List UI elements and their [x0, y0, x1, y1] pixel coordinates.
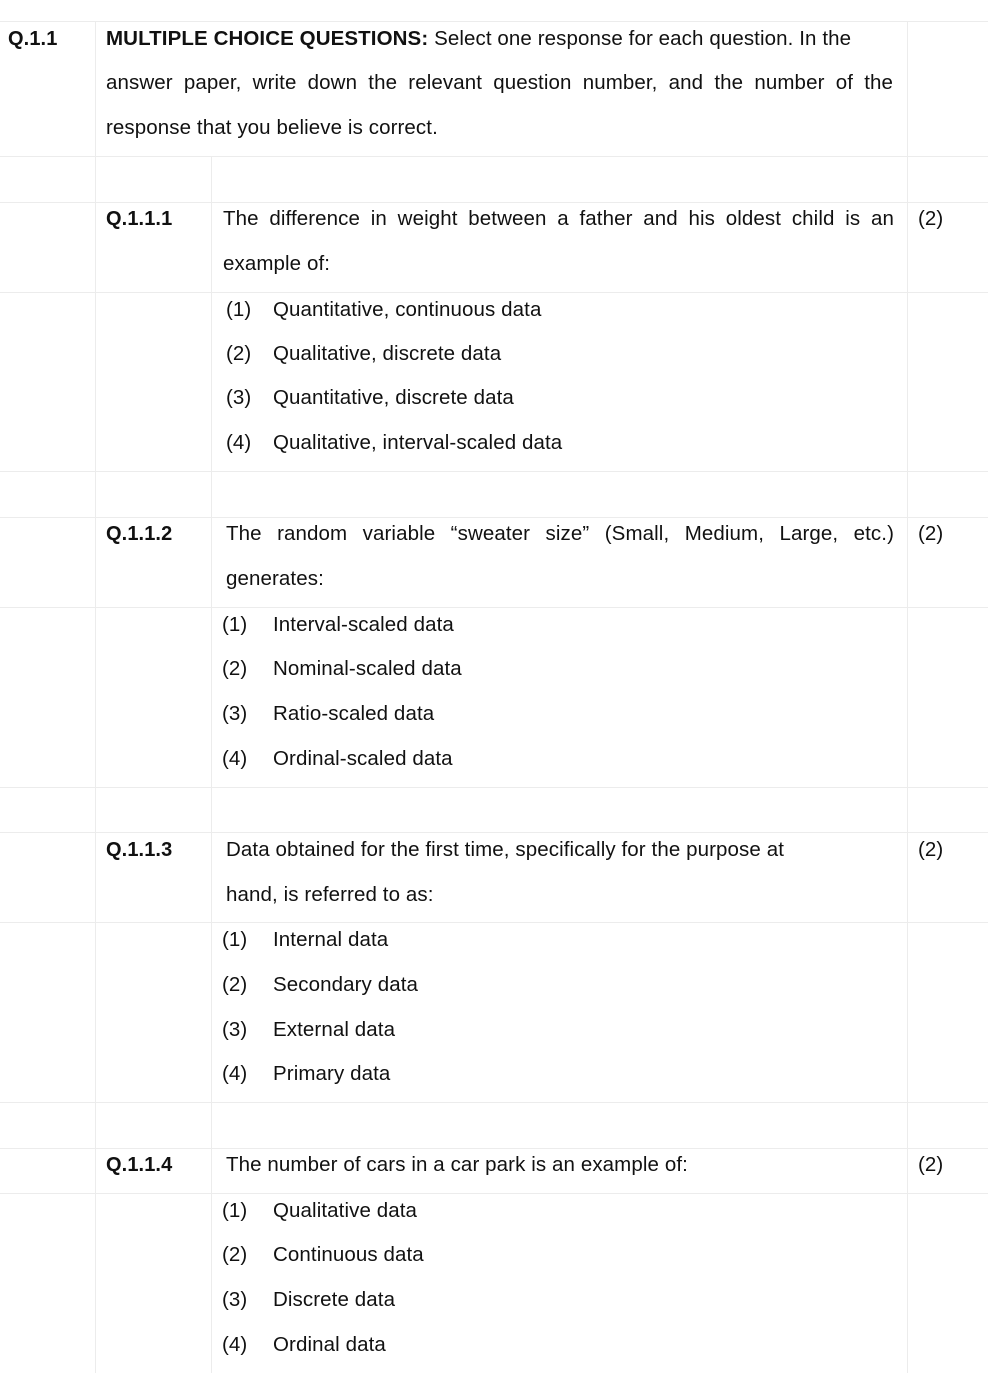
option-number: (4): [222, 1062, 248, 1085]
question-number: Q.1.1.2: [106, 523, 173, 545]
option-text: Quantitative, discrete data: [273, 386, 514, 409]
grid-line: [907, 21, 908, 1373]
option-text: Ordinal-scaled data: [273, 747, 453, 770]
option-number: (4): [222, 747, 248, 770]
marks-label: (2): [918, 207, 944, 230]
question-text: The difference in weight between a father and his oldest child is an: [223, 207, 894, 230]
option-number: (1): [226, 298, 252, 321]
grid-line: [0, 1193, 988, 1194]
grid-line: [0, 202, 988, 203]
option-number: (3): [222, 1288, 248, 1311]
option-text: Continuous data: [273, 1243, 424, 1266]
option-text: Nominal-scaled data: [273, 657, 462, 680]
option-text: Primary data: [273, 1062, 391, 1085]
question-number: Q.1.1.4: [106, 1154, 173, 1176]
option-text: Quantitative, continuous data: [273, 298, 542, 321]
option-number: (2): [222, 973, 248, 996]
section-number: Q.1.1: [8, 28, 58, 50]
option-number: (2): [222, 1243, 248, 1266]
option-number: (1): [222, 928, 248, 951]
grid-line: [0, 787, 988, 788]
option-text: Internal data: [273, 928, 389, 951]
question-text: example of:: [223, 252, 331, 275]
option-number: (4): [222, 1333, 248, 1356]
option-text: Qualitative data: [273, 1199, 418, 1222]
option-text: Secondary data: [273, 973, 418, 996]
question-number: Q.1.1.1: [106, 208, 173, 230]
option-number: (3): [222, 1018, 248, 1041]
option-number: (2): [222, 657, 248, 680]
option-number: (1): [222, 1199, 248, 1222]
section-instructions-line1: [106, 27, 893, 51]
section-instructions-line3: response that you believe is correct.: [106, 116, 438, 139]
grid-line: [0, 471, 988, 472]
option-number: (3): [226, 386, 252, 409]
option-text: Discrete data: [273, 1288, 396, 1311]
section-instructions-line2: answer paper, write down the relevant question number, and the number of the: [106, 71, 893, 94]
grid-line: [0, 832, 988, 833]
section-heading: MULTIPLE CHOICE QUESTIONS:: [106, 27, 429, 50]
option-number: (3): [222, 702, 248, 725]
option-number: (4): [226, 431, 252, 454]
question-number: Q.1.1.3: [106, 839, 173, 861]
grid-line: [0, 21, 988, 22]
question-text: hand, is referred to as:: [226, 883, 434, 906]
grid-line: [0, 292, 988, 293]
option-number: (1): [222, 613, 248, 636]
section-instructions-rest: Select one response for each question. In the: [434, 27, 852, 50]
marks-label: (2): [918, 1153, 944, 1176]
grid-line: [211, 156, 212, 1373]
question-text: Data obtained for the first time, specifically for the purpose at: [226, 838, 784, 861]
grid-line: [0, 607, 988, 608]
grid-line: [0, 517, 988, 518]
grid-line: [95, 21, 96, 1373]
option-text: Ratio-scaled data: [273, 702, 435, 725]
option-text: External data: [273, 1018, 396, 1041]
marks-label: (2): [918, 838, 944, 861]
option-text: Qualitative, discrete data: [273, 342, 502, 365]
option-text: Qualitative, interval-scaled data: [273, 431, 563, 454]
grid-line: [0, 922, 988, 923]
grid-line: [0, 1148, 988, 1149]
option-text: Interval-scaled data: [273, 613, 454, 636]
question-text: generates:: [226, 567, 324, 590]
grid-line: [0, 1102, 988, 1103]
question-text: The random variable “sweater size” (Small, Medium, Large, etc.): [226, 522, 894, 545]
option-text: Ordinal data: [273, 1333, 386, 1356]
question-text: The number of cars in a car park is an example of:: [226, 1153, 688, 1176]
marks-label: (2): [918, 522, 944, 545]
option-number: (2): [226, 342, 252, 365]
grid-line: [0, 156, 988, 157]
